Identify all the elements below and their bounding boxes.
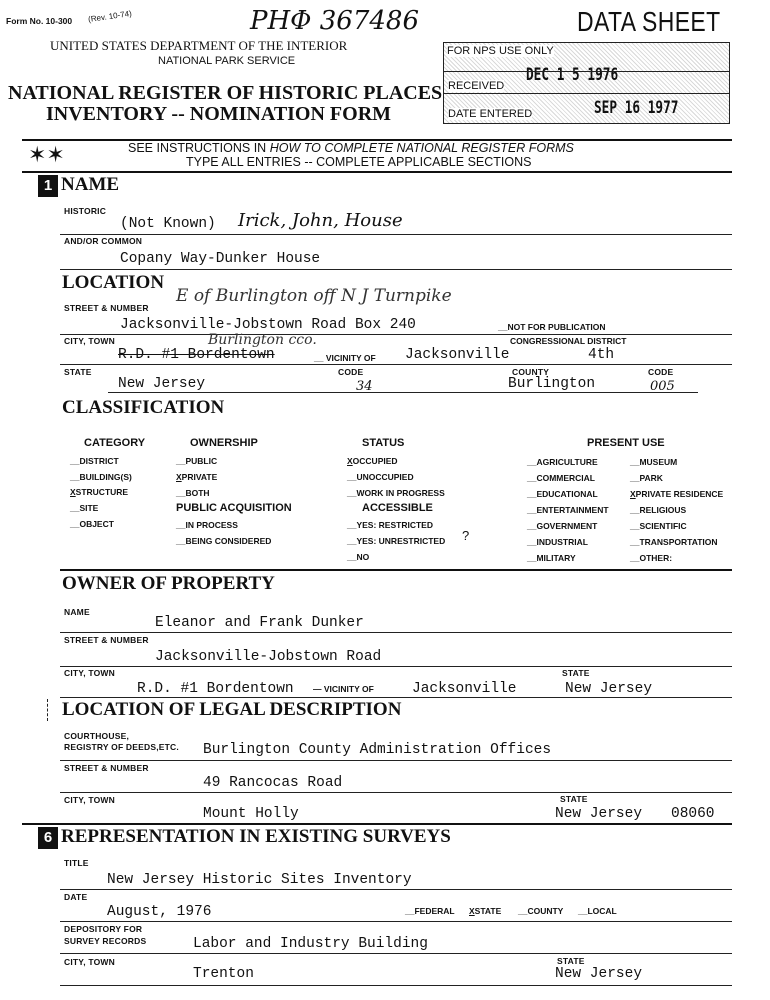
legal-city-label: CITY, TOWN [64, 795, 115, 805]
use-transportation[interactable]: __TRANSPORTATION [630, 537, 718, 547]
category-site[interactable]: __SITE [70, 503, 99, 513]
status-unoccupied[interactable]: __UNOCCUPIED [347, 472, 414, 482]
accessible-head: ACCESSIBLE [362, 502, 433, 514]
acquisition-head: PUBLIC ACQUISITION [176, 502, 292, 514]
form-number: Form No. 10-300 [6, 16, 73, 26]
not-for-publication: __NOT FOR PUBLICATION [498, 322, 606, 332]
handwritten-id: PHΦ 367486 [250, 6, 419, 36]
historic-label: HISTORIC [64, 206, 107, 216]
legal-zip: 08060 [671, 806, 715, 822]
received-stamp: DEC 1 5 1976 [526, 65, 619, 85]
ownership-private[interactable]: XPRIVATE [176, 472, 218, 482]
survey-date-label: DATE [64, 892, 88, 902]
owner-vicinity-label: — VICINITY OF [313, 684, 374, 694]
survey-city-label: CITY, TOWN [64, 957, 115, 967]
entered-label: DATE ENTERED [448, 108, 533, 120]
section-classification-heading: CLASSIFICATION [62, 397, 225, 418]
category-object[interactable]: __OBJECT [70, 519, 114, 529]
state-label: STATE [64, 367, 92, 377]
use-government[interactable]: __GOVERNMENT [527, 521, 598, 531]
street-label: STREET & NUMBER [64, 303, 149, 313]
use-entertainment[interactable]: __ENTERTAINMENT [527, 505, 609, 515]
accessible-unrestricted[interactable]: __YES: UNRESTRICTED [347, 536, 446, 546]
city-value: R.D. #1 Bordentown [118, 347, 275, 363]
category-buildings[interactable]: __BUILDING(S) [70, 472, 132, 482]
nps-label: FOR NPS USE ONLY [447, 45, 554, 57]
category-district[interactable]: __DISTRICT [70, 456, 119, 466]
status-occupied[interactable]: XOCCUPIED [347, 456, 398, 466]
owner-street-label: STREET & NUMBER [64, 635, 149, 645]
depository-value: Labor and Industry Building [193, 936, 428, 952]
use-military[interactable]: __MILITARY [527, 553, 576, 563]
historic-value: (Not Known) [120, 216, 216, 232]
form-title-1: NATIONAL REGISTER OF HISTORIC PLACES [8, 82, 443, 104]
form-title-2: INVENTORY -- NOMINATION FORM [46, 103, 392, 125]
courthouse-label-1: COURTHOUSE, [64, 731, 130, 741]
survey-state-value: New Jersey [555, 966, 643, 982]
common-value: Copany Way-Dunker House [120, 251, 321, 267]
street-value: Jacksonville-Jobstown Road Box 240 [120, 317, 416, 333]
use-commercial[interactable]: __COMMERCIAL [527, 473, 596, 483]
use-other[interactable]: __OTHER: [630, 553, 673, 563]
vicinity-label: __ VICINITY OF [314, 353, 376, 363]
depository-label-1: DEPOSITORY FOR [64, 924, 143, 934]
service: NATIONAL PARK SERVICE [158, 55, 296, 67]
acquisition-considered[interactable]: __BEING CONSIDERED [176, 536, 272, 546]
instructions-1: SEE INSTRUCTIONS IN HOW TO COMPLETE NATIONAL REGISTER FORMS [128, 141, 574, 155]
city-handwritten: Burlington cco. [208, 332, 317, 348]
survey-county[interactable]: __COUNTY [518, 906, 564, 916]
county-label: COUNTY [512, 367, 550, 377]
owner-city-value: R.D. #1 Bordentown [137, 681, 294, 697]
survey-city-value: Trenton [193, 966, 254, 982]
use-industrial[interactable]: __INDUSTRIAL [527, 537, 588, 547]
depository-label-2: SURVEY RECORDS [64, 936, 147, 946]
section-owner-heading: OWNER OF PROPERTY [62, 573, 275, 594]
status-head: STATUS [362, 437, 405, 449]
survey-title-label: TITLE [64, 858, 89, 868]
legal-city-value: Mount Holly [203, 806, 299, 822]
data-sheet-title: DATA SHEET [577, 6, 721, 37]
use-private-residence[interactable]: XPRIVATE RESIDENCE [630, 489, 724, 499]
legal-street-value: 49 Rancocas Road [203, 775, 343, 791]
city-label: CITY, TOWN [64, 336, 115, 346]
instructions-2: TYPE ALL ENTRIES -- COMPLETE APPLICABLE SECTIONS [186, 155, 532, 169]
code-value: 34 [356, 379, 373, 394]
revision: (Rev. 10-74) [87, 8, 133, 25]
asterisk-mark: ✶✶ [28, 142, 65, 167]
category-structure[interactable]: XSTRUCTURE [70, 487, 129, 497]
owner-vicinity-value: Jacksonville [412, 681, 517, 697]
legal-state-label: STATE [560, 794, 588, 804]
legal-street-label: STREET & NUMBER [64, 763, 149, 773]
owner-name-label: NAME [64, 607, 90, 617]
survey-state-label: STATE [557, 956, 585, 966]
owner-street-value: Jacksonville-Jobstown Road [155, 649, 382, 665]
survey-local[interactable]: __LOCAL [578, 906, 617, 916]
section-location-heading: LOCATION [62, 272, 165, 293]
category-head: CATEGORY [84, 437, 146, 449]
survey-state[interactable]: XSTATE [469, 906, 502, 916]
survey-title-value: New Jersey Historic Sites Inventory [107, 872, 412, 888]
received-label: RECEIVED [448, 80, 505, 92]
district-value: 4th [588, 347, 615, 363]
use-agriculture[interactable]: __AGRICULTURE [527, 457, 598, 467]
owner-name-value: Eleanor and Frank Dunker [155, 615, 364, 631]
code2-label: CODE [648, 367, 674, 377]
code-label: CODE [338, 367, 364, 377]
courthouse-label-2: REGISTRY OF DEEDS,ETC. [64, 742, 179, 752]
question-mark: ? [462, 528, 470, 543]
use-educational[interactable]: __EDUCATIONAL [527, 489, 598, 499]
section-surveys-heading: 6 REPRESENTATION IN EXISTING SURVEYS [38, 826, 451, 849]
common-label: AND/OR COMMON [64, 236, 143, 246]
survey-date-value: August, 1976 [107, 904, 212, 920]
entered-stamp: SEP 16 1977 [594, 98, 679, 118]
use-park[interactable]: __PARK [630, 473, 663, 483]
status-work-in-progress[interactable]: __WORK IN PROGRESS [347, 488, 445, 498]
ownership-head: OWNERSHIP [190, 437, 258, 449]
nps-use-box [443, 42, 730, 124]
owner-state-label: STATE [562, 668, 590, 678]
courthouse-value: Burlington County Administration Offices [203, 742, 552, 758]
state-value: New Jersey [118, 376, 206, 392]
street-handwritten: E of Burlington off N J Turnpike [176, 286, 452, 306]
section-legal-heading: LOCATION OF LEGAL DESCRIPTION [62, 699, 402, 720]
use-scientific[interactable]: __SCIENTIFIC [630, 521, 687, 531]
ownership-both[interactable]: __BOTH [176, 488, 210, 498]
survey-federal[interactable]: __FEDERAL [405, 906, 455, 916]
agency: UNITED STATES DEPARTMENT OF THE INTERIOR [50, 38, 348, 53]
owner-city-label: CITY, TOWN [64, 668, 115, 678]
section-name-heading: 1 NAME [38, 174, 119, 197]
use-museum[interactable]: __MUSEUM [630, 457, 678, 467]
owner-state-value: New Jersey [565, 681, 653, 697]
county-value: Burlington [508, 376, 596, 392]
vicinity-value: Jacksonville [405, 347, 510, 363]
acquisition-in-process[interactable]: __IN PROCESS [176, 520, 238, 530]
present-use-head: PRESENT USE [587, 437, 665, 449]
legal-state-value: New Jersey [555, 806, 643, 822]
ownership-public[interactable]: __PUBLIC [176, 456, 218, 466]
historic-handwritten: Irick, John, House [238, 210, 403, 231]
accessible-no[interactable]: __NO [347, 552, 370, 562]
district-label: CONGRESSIONAL DISTRICT [510, 336, 627, 346]
code2-value: 005 [650, 379, 675, 394]
use-religious[interactable]: __RELIGIOUS [630, 505, 687, 515]
accessible-restricted[interactable]: __YES: RESTRICTED [347, 520, 433, 530]
